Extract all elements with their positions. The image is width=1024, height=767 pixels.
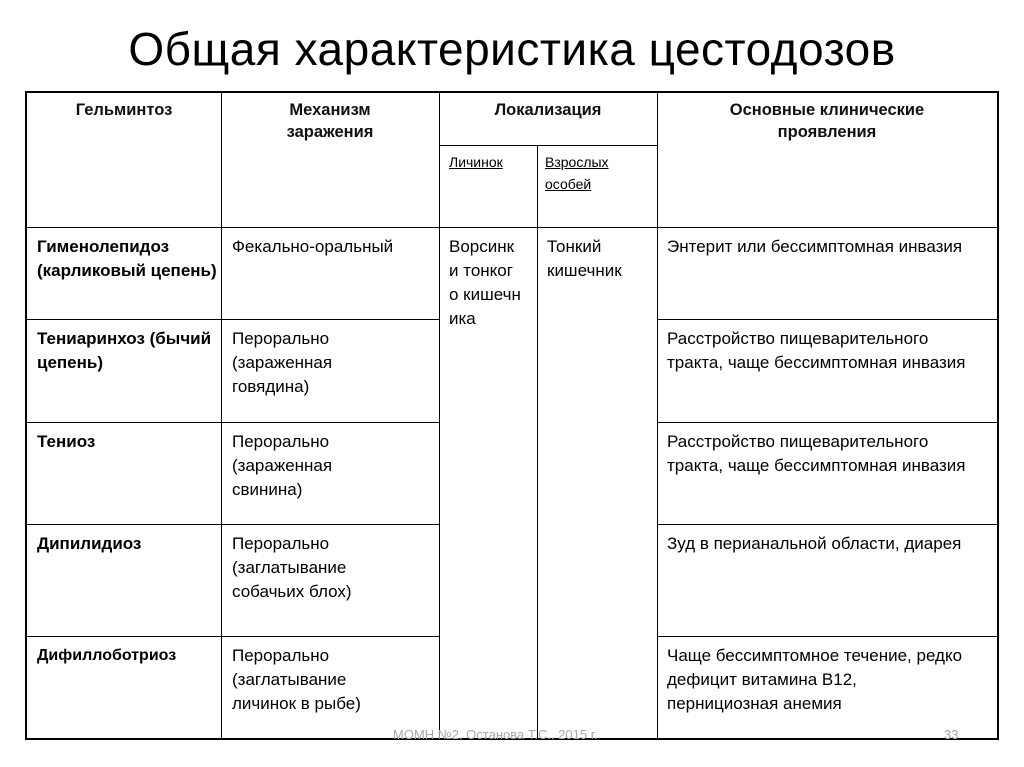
rule — [439, 93, 440, 738]
row-2-clinical: Расстройство пищеварительного тракта, чаще бессимптомная инвазия — [667, 329, 966, 372]
localization-adults: Тонкий кишечник — [547, 237, 622, 280]
cestodoses-table — [25, 91, 999, 740]
rule — [439, 145, 657, 146]
row-5-clinical: Чаще бессимптомное течение, редко дефицит витамина В12, пернициозная анемия — [667, 646, 963, 713]
row-4-name: Дипилидиоз — [37, 534, 142, 553]
rule — [27, 422, 439, 423]
slide-title: Общая характеристика цестодозов — [128, 23, 896, 75]
row-4-mechanism: Перорально (заглатывание собачьих блох) — [232, 534, 352, 601]
row-1-clinical: Энтерит или бессимптомная инвазия — [667, 237, 963, 256]
row-5-name: Дифиллоботриоз — [37, 647, 177, 664]
header-localization: Локализация — [494, 101, 602, 119]
row-4-clinical: Зуд в перианальной области, диарея — [667, 534, 962, 553]
row-3-name: Тениоз — [37, 432, 96, 451]
rule — [27, 524, 439, 525]
rule — [657, 319, 997, 320]
header-helminthosis: Гельминтоз — [75, 101, 173, 119]
row-3-clinical: Расстройство пищеварительного тракта, чаще бессимптомная инвазия — [667, 432, 966, 475]
row-1-name: Гименолепидоз (карликовый цепень) — [37, 237, 217, 280]
rule — [657, 524, 997, 525]
row-3-mechanism: Перорально (зараженная свинина) — [232, 432, 333, 499]
rule — [27, 319, 439, 320]
row-5-mechanism: Перорально (заглатывание личинок в рыбе) — [232, 646, 361, 713]
row-2-mechanism: Перорально (зараженная говядина) — [232, 329, 333, 396]
localization-larvae: Ворсинки тонкого кишечника — [449, 237, 521, 328]
header-mechanism: Механизм заражения — [286, 101, 374, 141]
subheader-larvae: Личинок — [449, 154, 503, 170]
rule — [27, 227, 997, 228]
subheader-adults: Взрослых особей — [545, 154, 609, 192]
rule — [27, 636, 439, 637]
footer-credit: МОМН №2, Останова Т.С., 2015 г. — [393, 727, 598, 742]
row-2-name: Тениаринхоз (бычий цепень) — [37, 329, 212, 372]
page-number: 33 — [944, 727, 959, 742]
rule — [657, 636, 997, 637]
row-1-mechanism: Фекально-оральный — [232, 237, 394, 256]
rule — [221, 93, 222, 738]
header-clinical: Основные клинические проявления — [729, 101, 925, 141]
rule — [657, 93, 658, 738]
rule — [657, 422, 997, 423]
rule — [537, 145, 538, 738]
